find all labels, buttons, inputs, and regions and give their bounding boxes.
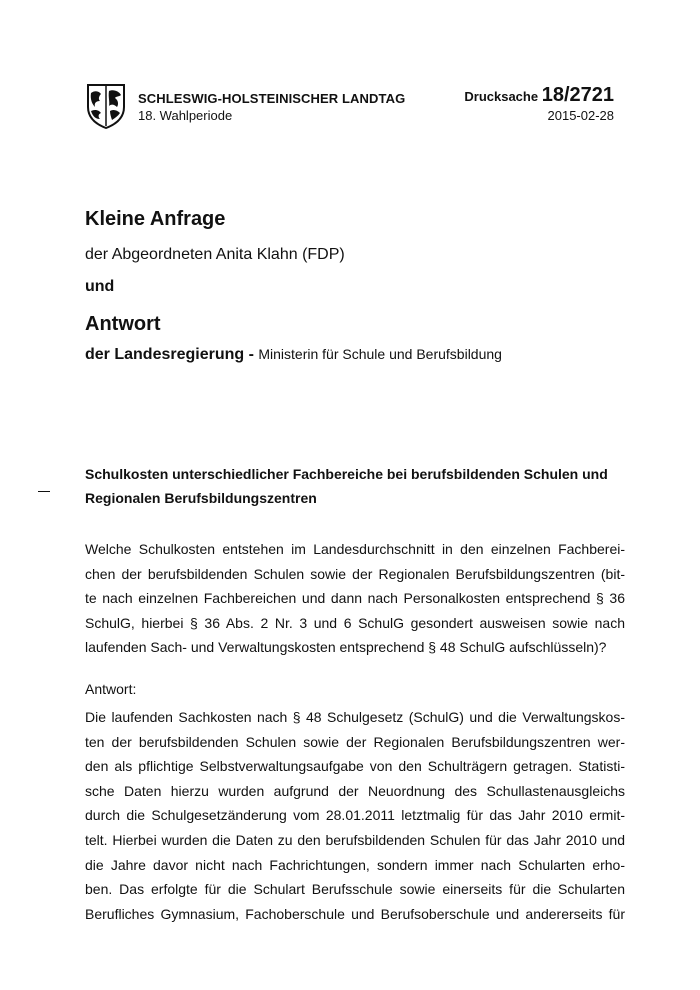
question-line: SchulG, hierbei § 36 Abs. 2 Nr. 3 und 6 SchulG gesondert ausweisen sowie nach (85, 614, 625, 631)
member-line: der Abgeordneten Anita Klahn (FDP) (85, 246, 345, 263)
answer-line: Die laufenden Sachkosten nach § 48 Schulgesetz (SchulG) und die Verwaltungskos- (85, 709, 625, 725)
answer-line: ben. Das erfolgte für die Schulart Berufsschule sowie einerseits für die Schularten (85, 881, 625, 898)
question-line: Welche Schulkosten entstehen im Landesdurchschnitt in den einzelnen Fachberei- (85, 541, 625, 557)
answer-line: Berufliches Gymnasium, Fachoberschule und Berufsoberschule und andererseits für (85, 905, 625, 922)
und-line: und (85, 278, 115, 295)
document-date: 2015-02-28 (547, 108, 614, 123)
question-line: chen der berufsbildenden Schulen sowie der Regionalen Berufsbildungszentren (bit- (85, 565, 625, 582)
answer-line: durch die Schulgesetzänderung vom 28.01.2011 letztmalig für das Jahr 2010 ermit- (85, 807, 625, 824)
answer-paragraph (85, 705, 625, 926)
margin-dash (38, 491, 50, 492)
organization-name: SCHLESWIG-HOLSTEINISCHER LANDTAG (138, 91, 406, 106)
question-line: te nach einzelnen Fachbereichen und dann nach Personalkosten entsprechend § 36 (85, 590, 625, 607)
ministry-name: Ministerin für Schule und Berufsbildung (258, 346, 502, 362)
legislative-period: 18. Wahlperiode (138, 108, 233, 123)
question-line: laufenden Sach- und Verwaltungskosten entsprechend § 48 SchulG aufschlüsseln)? (85, 639, 607, 656)
schleswig-holstein-crest-icon (86, 83, 126, 129)
subject-title (85, 462, 625, 510)
answer-line: sche Daten hierzu wurden aufgrund der Neuordnung des Schullastenausgleichs (85, 782, 625, 799)
question-paragraph (85, 537, 625, 660)
government-line (85, 346, 502, 364)
subject-line: Schulkosten unterschiedlicher Fachbereiche bei berufsbildenden Schulen und (85, 466, 608, 482)
answer-line: den als pflichtige Selbstverwaltungsaufgabe von den Schulträgern getragen. Statisti- (85, 758, 625, 775)
antwort-heading: Antwort (85, 313, 161, 335)
drucksache-label: Drucksache (464, 89, 542, 104)
government-label: der Landesregierung - (85, 346, 259, 363)
kleine-anfrage-heading: Kleine Anfrage (85, 208, 226, 230)
answer-line: ten der berufsbildenden Schulen sowie der Regionalen Berufsbildungszentren wer- (85, 733, 625, 750)
document-number (464, 84, 614, 107)
answer-line: telt. Hierbei wurden die Daten zu den berufsbildenden Schulen für das Jahr 2010 und (85, 831, 625, 848)
drucksache-number: 18/2721 (541, 84, 614, 106)
answer-line: die Jahre davor nicht nach Fachrichtungen, sondern immer nach Schularten erho- (85, 856, 625, 873)
subject-line: Regionalen Berufsbildungszentren (85, 490, 317, 506)
answer-label: Antwort: (85, 681, 137, 697)
